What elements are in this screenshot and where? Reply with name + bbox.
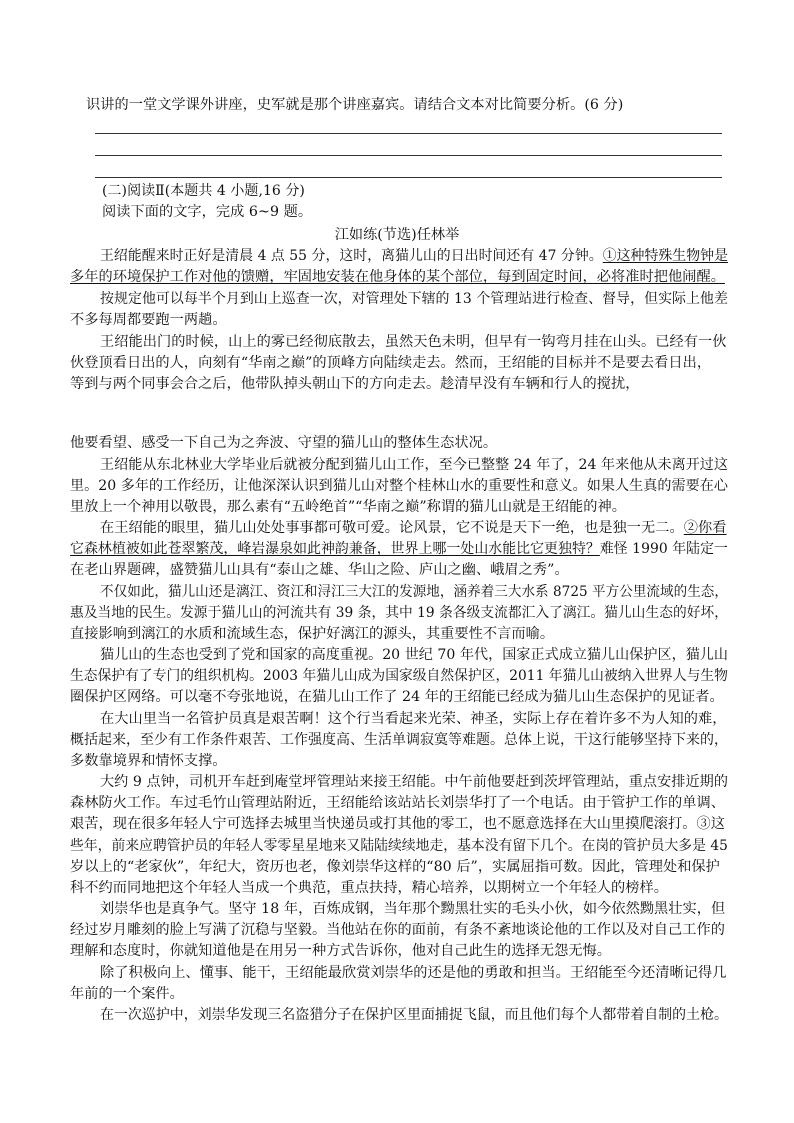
paragraph-1-line-2	[70, 267, 725, 288]
paragraph-4-line-2: 里。20 多年的工作经历，让他深深认识到猫儿山对整个桂林山水的重要性和意义。如果人生真的需要在心	[70, 478, 729, 494]
answer-line-3	[95, 177, 722, 178]
section-header: (二)阅读Ⅱ(本题共 4 小题,16 分)	[102, 183, 305, 199]
paragraph-5-line-2	[70, 539, 728, 560]
paragraph-11-line-1: 除了积极向上、懂事、能干，王绍能最欣赏刘崇华的还是他的勇敢和担当。王绍能至今还清晰记得几	[100, 965, 727, 981]
paragraph-8-line-3: 多数靠境界和情怀支撑。	[70, 753, 227, 769]
paragraph-2-line-2: 不多每周都要跑一两趟。	[70, 312, 227, 328]
paragraph-11-line-2: 年前的一个案件。	[70, 986, 184, 1002]
paragraph-9-line-5: 岁以上的“老家伙”，年纪大，资历也老，像刘崇华这样的“80 后”，实属屈指可数。因此，管理处和保护	[70, 859, 720, 875]
paragraph-7-line-2: 生态保护有了专门的组织机构。2003 年猫儿山成为国家级自然保护区，2011 年猫儿山被纳入世界人与生物	[70, 668, 728, 684]
paragraph-4-line-3: 里放上一个神用以敬畏，那么素有“五岭绝首”“华南之巅”称谓的猫儿山就是王绍能的神。	[70, 499, 627, 515]
answer-line-1	[95, 133, 722, 134]
p5-underlined-start: ②你看	[683, 520, 727, 536]
p1-underlined-end: 多年的环境保护工作对他的馈赠，牢固地安装在他身体的某个部位，每到固定时间，必将准时把他闹醒。	[70, 269, 725, 285]
paragraph-8-line-2: 概括起来，至少有工作条件艰苦、工作强度高、生活单调寂寞等难题。总体上说，干这行能够坚持下来的，	[70, 732, 728, 748]
paragraph-2-line-1: 按规定他可以每半个月到山上巡查一次，对管理处下辖的 13 个管理站进行检查、督导，但实际上他差	[100, 291, 728, 307]
paragraph-3-continued: 他要看望、感受一下自己为之奔波、守望的猫儿山的整体生态状况。	[70, 435, 498, 451]
paragraph-7-line-3: 圈保护区网络。可以毫不夸张地说，在猫儿山工作了 24 年的王绍能已经成为猫儿山生态保护的见证者。	[70, 689, 724, 705]
paragraph-3-line-1: 王绍能出门的时候，山上的雾已经彻底散去，虽然天色未明，但早有一钩弯月挂在山头。已经有一伙	[100, 334, 727, 350]
paragraph-9-line-2: 森林防火工作。车过毛竹山管理站附近，王绍能给该站站长刘崇华打了一个电话。由于管护工作的单调、	[70, 795, 725, 811]
paragraph-9-line-4: 些年，前来应聘管护员的年轻人零零星星地来又陆陆续续地走，基本没有留下几个。在岗的管护员大多是 45	[70, 838, 729, 854]
paragraph-9-line-3: 艰苦，现在很多年轻人宁可选择去城里当快递员或打其他的零工，也不愿意选择在大山里摸爬滚打。③这	[70, 816, 725, 832]
paragraph-10-line-3: 理解和态度时，你就知道他是在用另一种方式告诉你，他对自己此生的选择无怨无悔。	[70, 943, 612, 959]
paragraph-9-line-1: 大约 9 点钟，司机开车赶到庵堂坪管理站来接王绍能。中午前他要赶到茨坪管理站，重点安排近期的	[100, 774, 729, 790]
paragraph-5-line-1	[100, 518, 725, 539]
paragraph-6-line-1: 不仅如此，猫儿山还是漓江、资江和浔江三大江的发源地，涵养着三大水系 8725 平方公里流域的生态，	[100, 584, 728, 600]
p5-underlined-end: 它森林植被如此苍翠繁茂，峰岩瀑泉如此神韵兼备，世界上哪一处山水能比它更独特？	[70, 541, 600, 557]
question-tail: 识讲的一堂文学课外讲座，史军就是那个讲座嘉宾。请结合文本对比简要分析。(6 分)	[86, 97, 624, 113]
paragraph-12-line-1: 在一次巡护中，刘崇华发现三名盗猎分子在保护区里面捕捉飞鼠，而且他们每个人都带着自制的土枪。	[100, 1007, 729, 1023]
paragraph-3-line-2: 伙登顶看日出的人，向刻有“华南之巅”的顶峰方向陆续走去。然而，王绍能的目标并不是要去看日出，	[70, 355, 712, 371]
paragraph-1-line-1	[100, 246, 728, 267]
paragraph-4-line-1: 王绍能从东北林业大学毕业后就被分配到猫儿山工作，至今已整整 24 年了，24 年来他从未离开过这	[100, 457, 729, 473]
p1-text: 王绍能醒来时正好是清晨 4 点 55 分，这时，离猫儿山的日出时间还有 47 分钟。	[100, 248, 603, 264]
paragraph-7-line-1: 猫儿山的生态也受到了党和国家的高度重视。20 世纪 70 年代，国家正式成立猫儿山保护区，猫儿山	[100, 647, 729, 663]
paragraph-6-line-2: 惠及当地的民生。发源于猫儿山的河流共有 39 条，其中 19 条各级支流都汇入了漓江。猫儿山生态的好坏，	[70, 605, 728, 621]
paragraph-9-line-6: 科不约而同地把这个年轻人当成一个典范，重点扶持，精心培养，以期树立一个年轻人的榜样。	[70, 880, 668, 896]
p5-text: 在王绍能的眼里，猫儿山处处事事都可敬可爱。论风景，它不说是天下一绝，也是独一无二。	[100, 520, 684, 536]
answer-line-2	[95, 155, 722, 156]
paragraph-8-line-1: 在大山里当一名管护员真是艰苦啊！这个行当看起来光荣、神圣，实际上存在着许多不为人知的难，	[100, 711, 727, 727]
paragraph-6-line-3: 直接影响到漓江的水质和流域生态，保护好漓江的源头，其重要性不言而喻。	[70, 626, 555, 642]
p5-text-2: 难怪 1990 年陆定一	[599, 541, 728, 557]
p1-underlined-start: ①这种特殊生物钟是	[602, 248, 728, 264]
paragraph-10-line-1: 刘崇华也是真争气。坚守 18 年，百炼成钢，当年那个黝黑壮实的毛头小伙，如今依然黝黑壮实，但	[100, 901, 726, 917]
paragraph-3-line-3: 等到与两个同事会合之后，他带队掉头朝山下的方向走去。趁清早没有车辆和行人的搅扰，	[70, 376, 640, 392]
paragraph-10-line-2: 经过岁月雕刻的脸上写满了沉稳与坚毅。当他站在你的面前，有条不紊地谈论他的工作以及对自己工作的	[70, 922, 725, 938]
paragraph-5-line-3: 在老山界题碑，盛赞猫儿山具有“泰山之雄、华山之险、庐山之幽、峨眉之秀”。	[70, 562, 569, 578]
instruction: 阅读下面的文字，完成 6~9 题。	[102, 204, 313, 220]
article-title: 江如练(节选)任林举	[334, 227, 460, 243]
